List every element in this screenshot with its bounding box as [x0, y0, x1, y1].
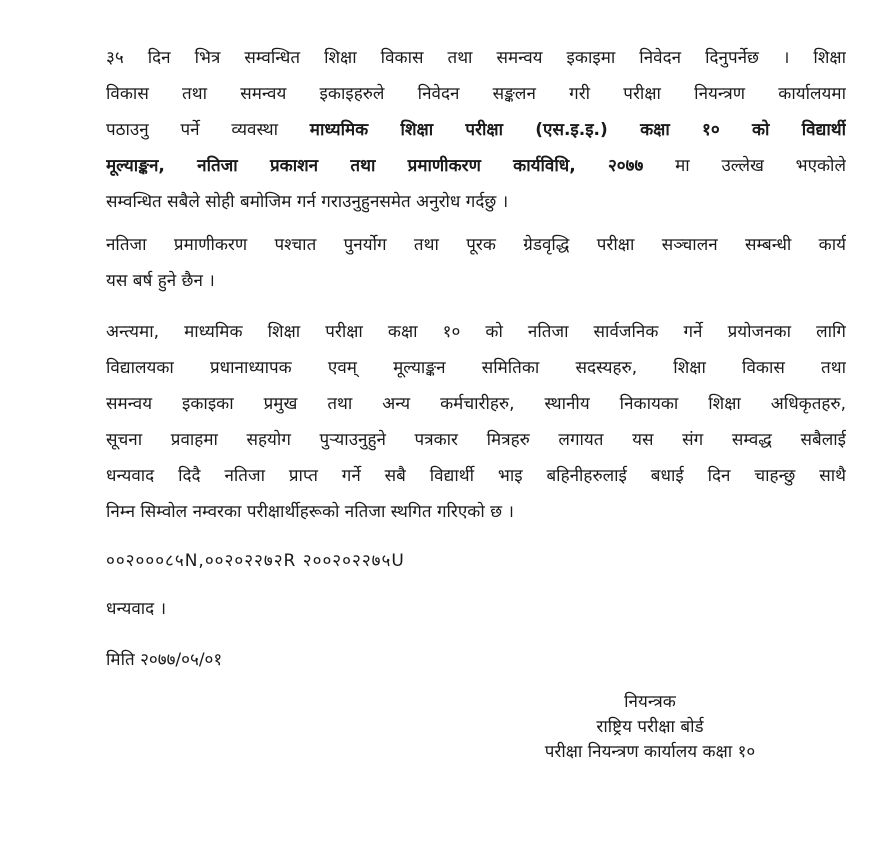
- paragraph1-line3: [106, 112, 846, 148]
- procedure-title-part1: माध्यमिक शिक्षा परीक्षा (एस.इ.इ.) कक्षा १० को विद्यार्थी: [309, 120, 846, 140]
- paragraph1-line4: [106, 148, 846, 184]
- thanks-text: धन्यवाद ।: [106, 599, 167, 619]
- paragraph-application-instructions: [106, 40, 846, 220]
- paragraph1-line3-plain: पठाउनु पर्ने व्यवस्था: [106, 120, 279, 140]
- paragraph-no-retotal-exam: [106, 227, 846, 299]
- paragraph1-line5: सम्वन्धित सबैले सोही बमोजिम गर्न गराउनुहुनसमेत अनुरोध गर्दछु ।: [106, 192, 509, 212]
- paragraph3-line1: अन्त्यमा, माध्यमिक शिक्षा परीक्षा कक्षा १० को नतिजा सार्वजनिक गर्ने प्रयोजनका लागि: [106, 322, 846, 342]
- signature-block: [480, 690, 820, 765]
- paragraph3-line5: धन्यवाद दिदै नतिजा प्राप्त गर्ने सबै विद्यार्थी भाइ बहिनीहरुलाई बधाई दिन चाहन्छु साथै: [106, 466, 846, 486]
- paragraph3-line4: सूचना प्रवाहमा सहयोग पुऱ्याउनुहुने पत्रकार मित्रहरु लगायत यस संग सम्वद्ध सबैलाई: [106, 430, 846, 450]
- paragraph3-line6: निम्न सिम्वोल नम्वरका परीक्षार्थीहरूको नतिजा स्थगित गरिएको छ ।: [106, 502, 514, 522]
- paragraph1-line1: ३५ दिन भित्र सम्वन्धित शिक्षा विकास तथा समन्वय इकाइमा निवेदन दिनुपर्नेछ । शिक्षा: [106, 48, 846, 68]
- signature-organization: राष्ट्रिय परीक्षा बोर्ड: [596, 717, 704, 737]
- paragraph1-line4-plain: मा उल्लेख भएकोले: [675, 156, 846, 176]
- signature-office: परीक्षा नियन्त्रण कार्यालय कक्षा १०: [544, 742, 756, 762]
- notice-date: मिति २०७७/०५/०१: [106, 650, 223, 670]
- paragraph2-line1: नतिजा प्रमाणीकरण पश्चात पुनर्योग तथा पूरक ग्रेडवृद्धि परीक्षा सञ्चालन सम्बन्धी कार्य: [106, 235, 846, 255]
- signature-title: नियन्त्रक: [624, 692, 676, 712]
- paragraph3-line2: विद्यालयका प्रधानाध्यापक एवम् मूल्याङ्कन समितिका सदस्यहरु, शिक्षा विकास तथा: [106, 358, 846, 378]
- paragraph3-line3: समन्वय इकाइका प्रमुख तथा अन्य कर्मचारीहरु, स्थानीय निकायका शिक्षा अधिकृतहरु,: [106, 394, 846, 414]
- paragraph1-line2: विकास तथा समन्वय इकाइहरुले निवेदन सङ्कलन गरी परीक्षा नियन्त्रण कार्यालयमा: [106, 84, 846, 104]
- paragraph-acknowledgement: [106, 314, 846, 530]
- procedure-title-part2: मूल्याङ्कन, नतिजा प्रकाशन तथा प्रमाणीकरण कार्यविधि, २०७७: [106, 156, 644, 176]
- withheld-symbol-numbers: ००२०००८५N,००२०२२७२R २००२०२२७५U: [106, 551, 405, 571]
- paragraph2-line2: यस बर्ष हुने छैन ।: [106, 271, 215, 291]
